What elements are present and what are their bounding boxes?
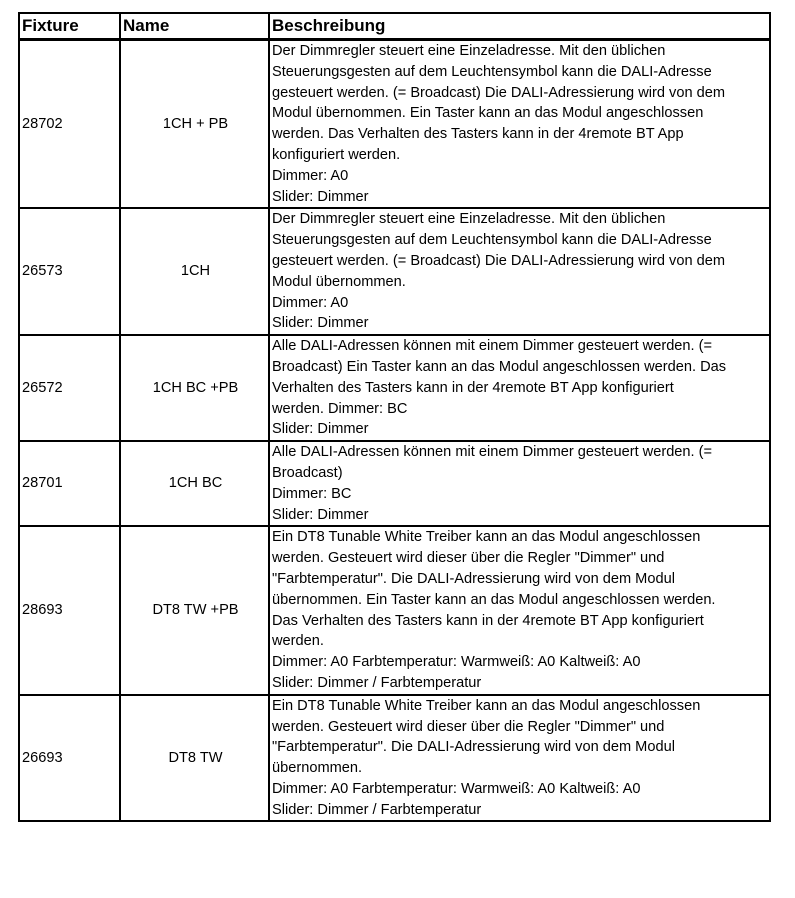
header-name: Name — [120, 13, 269, 40]
name-cell: 1CH — [120, 208, 269, 335]
description-line: werden. — [272, 633, 324, 650]
header-description: Beschreibung — [269, 13, 770, 40]
name-cell: 1CH + PB — [120, 40, 269, 209]
table-row — [19, 40, 770, 209]
description-line: Slider: Dimmer / Farbtemperatur — [272, 801, 482, 818]
name-cell: DT8 TW — [120, 695, 269, 822]
fixture-cell: 28693 — [19, 526, 120, 694]
description-line: Broadcast) — [272, 464, 343, 481]
description-line: Dimmer: A0 Farbtemperatur: Warmweiß: A0 Kaltweiß: A0 — [272, 654, 641, 671]
description-line: Slider: Dimmer — [272, 315, 369, 332]
table-row — [19, 441, 770, 526]
description-line: werden. Das Verhalten des Tasters kann in der 4remote BT App — [272, 126, 684, 143]
table-header-row — [19, 13, 770, 40]
description-line: Slider: Dimmer — [272, 421, 369, 438]
fixture-cell: 26572 — [19, 335, 120, 441]
table-row — [19, 526, 770, 694]
description-cell — [269, 335, 770, 441]
description-line: Verhalten des Tasters kann in der 4remote BT App konfiguriert — [272, 379, 674, 396]
fixture-cell: 26693 — [19, 695, 120, 822]
fixture-cell: 28701 — [19, 441, 120, 526]
description-line: konfiguriert werden. — [272, 146, 401, 163]
description-line: Alle DALI-Adressen können mit einem Dimmer gesteuert werden. (= — [272, 338, 713, 355]
description-line: übernommen. — [272, 760, 363, 777]
table-body — [19, 40, 770, 822]
description-line: Der Dimmregler steuert eine Einzeladresse. Mit den üblichen — [272, 43, 666, 59]
fixture-cell: 26573 — [19, 208, 120, 335]
description-line: werden. Gesteuert wird dieser über die Regler "Dimmer" und — [272, 550, 665, 567]
description-line: Dimmer: BC — [272, 485, 352, 502]
name-cell: DT8 TW +PB — [120, 526, 269, 694]
description-line: werden. Dimmer: BC — [272, 400, 408, 417]
description-line: werden. Gesteuert wird dieser über die Regler "Dimmer" und — [272, 718, 665, 735]
description-line: "Farbtemperatur". Die DALI-Adressierung wird von dem Modul — [272, 739, 675, 756]
description-line: Steuerungsgesten auf dem Leuchtensymbol kann die DALI-Adresse — [272, 63, 712, 80]
description-cell — [269, 526, 770, 694]
fixture-table — [18, 12, 771, 822]
description-cell — [269, 695, 770, 822]
description-line: gesteuert werden. (= Broadcast) Die DALI-Adressierung wird von dem — [272, 252, 726, 269]
description-line: Ein DT8 Tunable White Treiber kann an das Modul angeschlossen — [272, 697, 701, 714]
description-line: übernommen. Ein Taster kann an das Modul angeschlossen werden. — [272, 591, 716, 608]
table-row — [19, 695, 770, 822]
description-line: Ein DT8 Tunable White Treiber kann an das Modul angeschlossen — [272, 529, 701, 546]
table-row — [19, 335, 770, 441]
name-cell: 1CH BC — [120, 441, 269, 526]
description-line: Dimmer: A0 — [272, 167, 349, 184]
description-line: Slider: Dimmer / Farbtemperatur — [272, 674, 482, 691]
description-line: Slider: Dimmer — [272, 188, 369, 205]
description-line: Slider: Dimmer — [272, 506, 369, 523]
description-line: Dimmer: A0 Farbtemperatur: Warmweiß: A0 Kaltweiß: A0 — [272, 780, 641, 797]
description-line: Modul übernommen. Ein Taster kann an das Modul angeschlossen — [272, 105, 704, 122]
description-cell — [269, 441, 770, 526]
description-line: Das Verhalten des Tasters kann in der 4remote BT App konfiguriert — [272, 612, 704, 629]
description-line: Modul übernommen. — [272, 273, 406, 290]
description-cell — [269, 208, 770, 335]
name-cell: 1CH BC +PB — [120, 335, 269, 441]
fixture-cell: 28702 — [19, 40, 120, 209]
description-line: gesteuert werden. (= Broadcast) Die DALI-Adressierung wird von dem — [272, 84, 726, 101]
description-cell — [269, 40, 770, 209]
description-line: Der Dimmregler steuert eine Einzeladresse. Mit den üblichen — [272, 211, 666, 228]
description-line: "Farbtemperatur". Die DALI-Adressierung wird von dem Modul — [272, 570, 675, 587]
description-line: Dimmer: A0 — [272, 294, 349, 311]
description-line: Steuerungsgesten auf dem Leuchtensymbol kann die DALI-Adresse — [272, 232, 712, 249]
table-row — [19, 208, 770, 335]
description-line: Broadcast) Ein Taster kann an das Modul angeschlossen werden. Das — [272, 358, 727, 375]
description-line: Alle DALI-Adressen können mit einem Dimmer gesteuert werden. (= — [272, 444, 713, 461]
header-fixture: Fixture — [19, 13, 120, 40]
